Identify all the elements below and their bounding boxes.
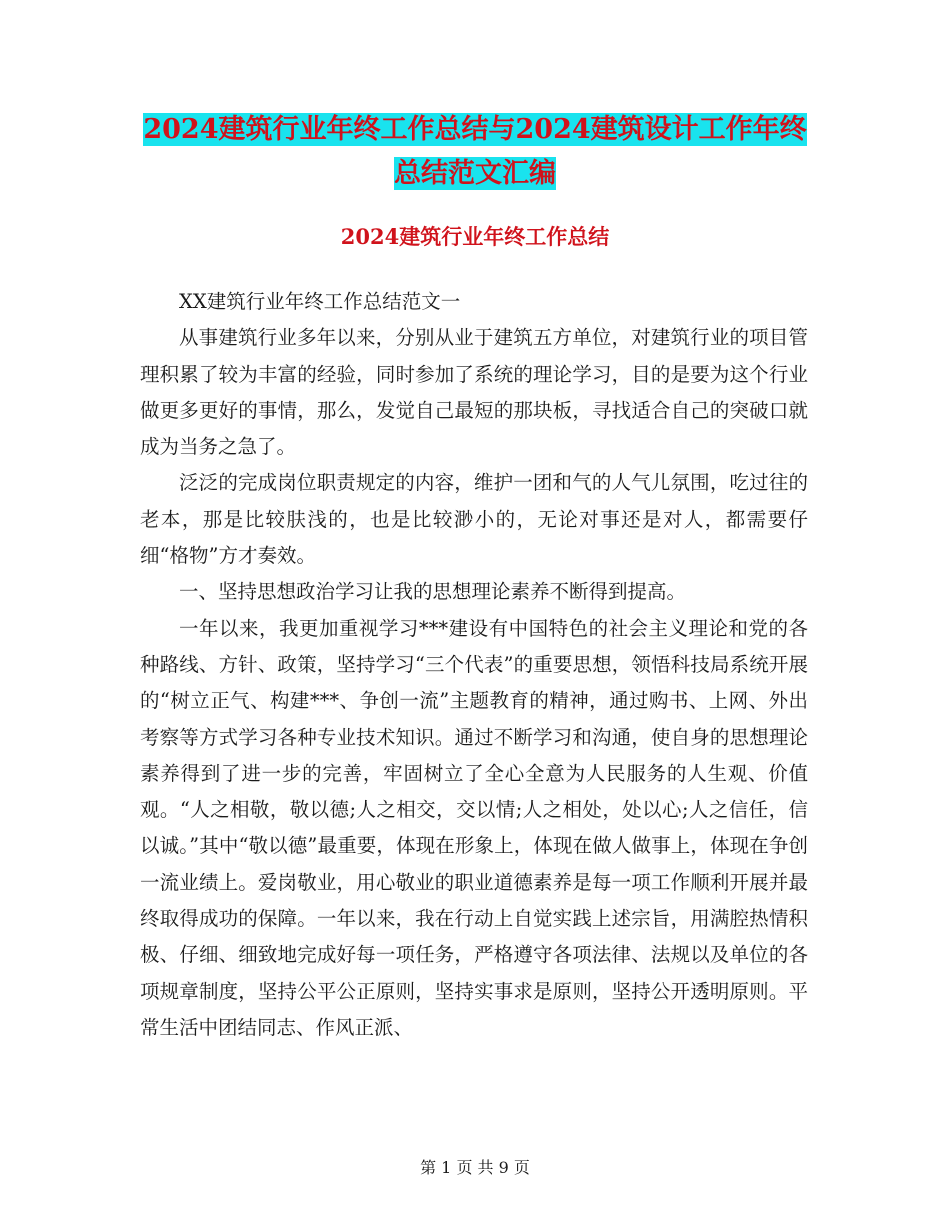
paragraph: 一、坚持思想政治学习让我的思想理论素养不断得到提高。	[179, 580, 687, 604]
document-title-line-1: 2024建筑行业年终工作总结与2024建筑设计工作年终	[143, 114, 807, 145]
page-footer: 第 1 页 共 9 页	[420, 1158, 530, 1177]
paragraph: 从事建筑行业多年以来，分别从业于建筑五方单位，对建筑行业的项目管理积累了较为丰富的经验，同时参加了系统的理论学习，目的是要为这个行业做更多更好的事情，那么，发觉自己最短的那块板，寻找适合自己的突破口就成为当务之急了。	[140, 326, 808, 459]
paragraph: 泛泛的完成岗位职责规定的内容，维护一团和气的人气儿氛围，吃过往的老本，那是比较肤浅的，也是比较渺小的，无论对事还是对人，都需要仔细“格物”方才奏效。	[140, 471, 808, 568]
section-title: 2024建筑行业年终工作总结	[340, 224, 610, 249]
document-title	[0, 108, 950, 196]
document-title-line-2: 总结范文汇编	[394, 158, 556, 189]
paragraph: XX建筑行业年终工作总结范文一	[179, 290, 461, 313]
paragraph: 一年以来，我更加重视学习***建设有中国特色的社会主义理论和党的各种路线、方针、政策，坚持学习“三个代表”的重要思想，领悟科技局系统开展的“树立正气、构建***、争创一流”主题教育的精神，通过购书、上网、外出考察等方式学习各种专业技术知识。通过不断学习和沟通，使自身的思想理论素养得到了进一步的完善，牢固树立了全心全意为人民服务的人生观、价值观。“人之相敬，敬以德;人之相交，交以情;人之相处，处以心;人之信任，信以诚。”其中“敬以德”最重要，体现在形象上，体现在做人做事上，体现在争创一流业绩上。爱岗敬业，用心敬业的职业道德素养是每一项工作顺利开展并最终取得成功的保障。一年以来，我在行动上自觉实践上述宗旨，用满腔热情积极、仔细、细致地完成好每一项任务，严格遵守各项法律、法规以及单位的各项规章制度，坚持公平公正原则，坚持实事求是原则，坚持公开透明原则。平常生活中团结同志、作风正派、	[140, 616, 808, 1039]
document-body	[140, 284, 808, 1046]
